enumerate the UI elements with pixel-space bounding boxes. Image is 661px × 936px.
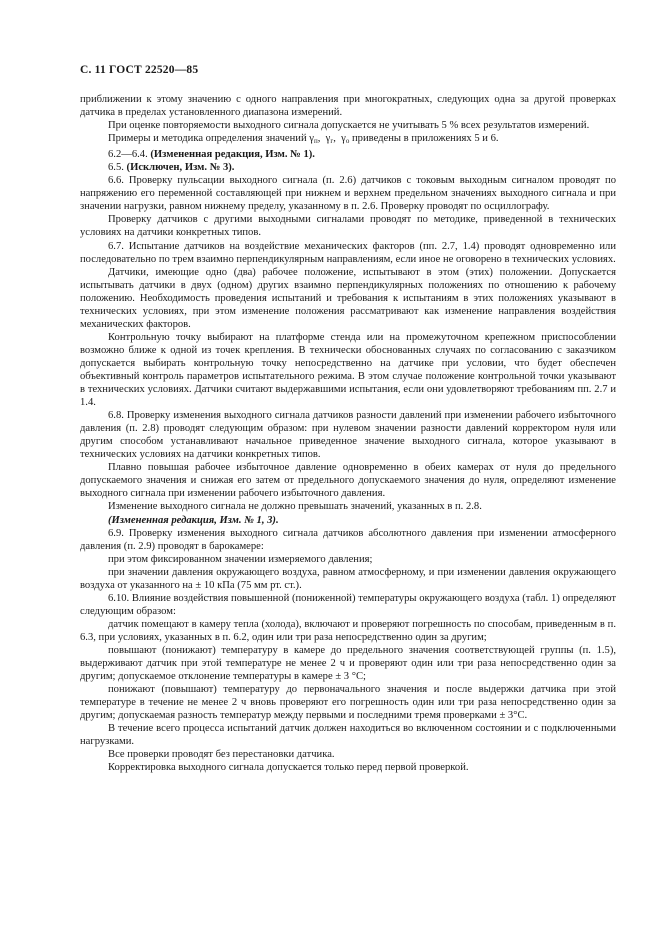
paragraph-positions: Датчики, имеющие одно (два) рабочее положение, испытывают в этом (этих) положении. Допускается испытывать датчики в двух (одном) других взаимно перпендикулярных положениях по отношению к рабочему положению. Необходимость проведения испытаний и требования к испытаниям в этих положениях указывают в технических условиях, при этом изменение положения рассматривают как изменение направления воздействия механических факторов. bbox=[80, 266, 616, 330]
paragraph-6-10: 6.10. Влияние воздействия повышенной (пониженной) температуры окружающего воздуха (табл. 1) определяют следующим образом: bbox=[80, 592, 616, 617]
paragraph-continuation: приближении к этому значению с одного направления при многократных, следующих одна за другой проверках датчика в пределах установленного диапазона измерений. bbox=[80, 94, 616, 119]
amendment-note-1-3: (Измененная редакция, Изм. № 1, 3). bbox=[108, 514, 279, 526]
paragraph-examples bbox=[80, 132, 616, 148]
gamma-sub-o: о bbox=[345, 137, 350, 146]
paragraph-6-9: 6.9. Проверку изменения выходного сигнала датчиков абсолютного давления при изменении атмосферного давления (п. 2.9) проводят в барокамере: bbox=[80, 527, 616, 552]
gamma-sub-g: г bbox=[330, 137, 334, 146]
paragraph-6-2-6-4 bbox=[80, 148, 616, 161]
paragraph-ambient-pressure: при значении давления окружающего воздуха, равном атмосферному, и при изменении давления окружающего воздуха от указанного на ± 10 кПа (75 мм рт. ст.). bbox=[80, 566, 616, 591]
examples-text-end: приведены в приложениях 5 и 6. bbox=[349, 133, 499, 145]
excluded-note: (Исключен, Изм. № 3). bbox=[126, 162, 235, 174]
paragraph-fixed-value: при этом фиксированном значении измеряемого давления; bbox=[108, 553, 373, 565]
paragraph-6-5 bbox=[80, 161, 616, 174]
paragraph-signal-change-limit: Изменение выходного сигнала не должно превышать значений, указанных в п. 2.8. bbox=[108, 501, 482, 513]
clause-number: 6.2—6.4. bbox=[108, 149, 151, 161]
paragraph-repeatability: При оценке повторяемости выходного сигнала допускается не учитывать 5 % всех результатов измерений. bbox=[108, 120, 590, 132]
clause-number: 6.5. bbox=[108, 162, 127, 174]
paragraph-pressure-increase: Плавно повышая рабочее избыточное давление одновременно в обеих камерах от нуля до предельного допускаемого значения и снижая его затем от предельного допускаемого значения до нуля, определяют изменение выходного сигнала при изменении рабочего избыточного давления. bbox=[80, 462, 616, 500]
paragraph-control-point: Контрольную точку выбирают на платформе стенда или на промежуточном крепежном приспособлении возможно ближе к одной из точек крепления. В технически обоснованных случаях по согласованию с заказчиком допускается выбирать контрольную точку непосредственно на датчике при условии, что будет обеспечен объективный контроль параметров испытательного режима. В этом случае положение контрольной точки указывают в технических условиях. Датчики считают выдержавшими испытания, если они удовлетворяют требованиям пп. 2.7 и 1.4. bbox=[80, 331, 616, 409]
paragraph-6-7: 6.7. Испытание датчиков на воздействие механических факторов (пп. 2.7, 1.4) проводят одновременно или последовательно по трем взаимно перпендикулярным направлениям, если иное не оговорено в технических условиях. bbox=[80, 240, 616, 265]
paragraph-6-6: 6.6. Проверку пульсации выходного сигнала (п. 2.6) датчиков с токовым выходным сигналом проводят по напряжению его переменной составляющей при нижнем и верхнем предельном значениях выходного сигнала и при значении нагрузки, равном нижнему пределу, указанному в п. 2.6. Проверку проводят по осциллографу. bbox=[80, 175, 616, 213]
paragraph-6-8: 6.8. Проверку изменения выходного сигнала датчиков разности давлений при изменении рабочего избыточного давления (п. 2.8) проводят следующим образом: при нулевом значении разности давлений корректором нуля или другим способом устанавливают начальное приведенное значение выходного сигнала, которое указывают в технических условиях на датчики конкретных типов. bbox=[80, 410, 616, 461]
page-header: С. 11 ГОСТ 22520—85 bbox=[80, 64, 199, 76]
gamma-sub-p: п bbox=[313, 137, 318, 146]
paragraph-powered-state: В течение всего процесса испытаний датчик должен находиться во включенном состоянии и с подключенными нагрузками. bbox=[80, 723, 616, 748]
paragraph-temperature-raise: повышают (понижают) температуру в камере до предельного значения соответствующей группы (п. 1.5), выдерживают датчик при этой температуре не менее 2 ч и проверяют один или три раза непосредственно один за другим; допускаемое отклонение температуры в камере ± 3 °С; bbox=[80, 644, 616, 683]
document-body bbox=[80, 93, 616, 774]
paragraph-correction: Корректировка выходного сигнала допускается только перед первой проверкой. bbox=[108, 762, 469, 774]
paragraph-chamber-placement: датчик помещают в камеру тепла (холода), включают и проверяют погрешность по способам, приведенным в п. 6.3, при условиях, указанных в п. 6.2, один или три раза непосредственно один за другим; bbox=[80, 618, 616, 643]
examples-text-start: Примеры и методика определения значений γ bbox=[108, 133, 314, 145]
gamma-symbols: $_п$, $\gamma_г$, $\gamma_о$ bbox=[313, 133, 350, 146]
paragraph-other-signals: Проверку датчиков с другими выходными сигналами проводят по методике, приведенной в технических условиях на датчики конкретных типов. bbox=[80, 214, 616, 239]
paragraph-no-repositioning: Все проверки проводят без перестановки датчика. bbox=[108, 749, 335, 761]
paragraph-temperature-return: понижают (повышают) температуру до первоначального значения и после выдержки датчика при этой температуре в течение не менее 2 ч вновь проверяют его погрешность один или три раза непосредственно один за другим; допускаемая разность температур между первыми и последними тремя проверками ± 3°С. bbox=[80, 684, 616, 722]
amendment-note: (Измененная редакция, Изм. № 1). bbox=[150, 149, 315, 161]
